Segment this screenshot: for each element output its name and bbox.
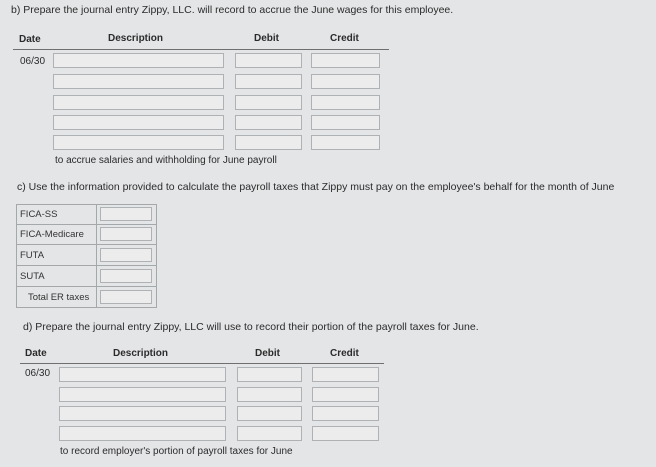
- header-divider: [13, 49, 389, 50]
- credit-input[interactable]: [312, 367, 379, 382]
- description-input[interactable]: [59, 387, 226, 402]
- description-input[interactable]: [53, 74, 224, 89]
- tax-label-futa: FUTA: [20, 250, 45, 261]
- debit-input[interactable]: [237, 367, 302, 382]
- fica-medicare-input[interactable]: [100, 227, 152, 241]
- description-input[interactable]: [59, 406, 226, 421]
- header-debit: Debit: [255, 348, 280, 359]
- debit-input[interactable]: [235, 53, 302, 68]
- description-input[interactable]: [53, 53, 224, 68]
- description-input[interactable]: [53, 115, 224, 130]
- memo-d: to record employer's portion of payroll taxes for June: [60, 446, 293, 457]
- credit-input[interactable]: [312, 387, 379, 402]
- header-description: Description: [113, 348, 169, 359]
- table-row-divider: [16, 224, 157, 225]
- table-row-divider: [16, 244, 157, 245]
- header-debit: Debit: [254, 33, 279, 44]
- total-er-taxes-input[interactable]: [100, 290, 152, 304]
- header-credit: Credit: [330, 33, 359, 44]
- header-divider: [20, 363, 384, 364]
- description-input[interactable]: [59, 367, 226, 382]
- debit-input[interactable]: [235, 135, 302, 150]
- table-column-divider: [96, 204, 97, 308]
- futa-input[interactable]: [100, 248, 152, 262]
- debit-input[interactable]: [235, 74, 302, 89]
- header-credit: Credit: [330, 348, 359, 359]
- tax-label-suta: SUTA: [20, 271, 45, 282]
- memo-b: to accrue salaries and withholding for June payroll: [55, 155, 277, 166]
- credit-input[interactable]: [312, 406, 379, 421]
- credit-input[interactable]: [311, 95, 380, 110]
- header-date: Date: [25, 348, 47, 359]
- description-input[interactable]: [59, 426, 226, 441]
- tax-label-total: Total ER taxes: [28, 292, 90, 303]
- date-value: 06/30: [20, 56, 46, 67]
- credit-input[interactable]: [311, 74, 380, 89]
- debit-input[interactable]: [237, 387, 302, 402]
- header-date: Date: [19, 34, 41, 45]
- question-d: d) Prepare the journal entry Zippy, LLC will use to record their portion of the payroll taxes for June.: [23, 321, 479, 333]
- date-value: 06/30: [25, 368, 51, 379]
- debit-input[interactable]: [235, 95, 302, 110]
- table-row-divider: [16, 286, 157, 287]
- fica-ss-input[interactable]: [100, 207, 152, 221]
- tax-label-fica-medicare: FICA-Medicare: [20, 229, 84, 240]
- table-row-divider: [16, 265, 157, 266]
- credit-input[interactable]: [312, 426, 379, 441]
- debit-input[interactable]: [237, 426, 302, 441]
- description-input[interactable]: [53, 135, 224, 150]
- header-description: Description: [108, 33, 164, 44]
- question-c: c) Use the information provided to calculate the payroll taxes that Zippy must pay on the employee's behalf for the month of June: [17, 181, 615, 193]
- debit-input[interactable]: [235, 115, 302, 130]
- description-input[interactable]: [53, 95, 224, 110]
- credit-input[interactable]: [311, 135, 380, 150]
- debit-input[interactable]: [237, 406, 302, 421]
- credit-input[interactable]: [311, 53, 380, 68]
- suta-input[interactable]: [100, 269, 152, 283]
- question-b: b) Prepare the journal entry Zippy, LLC. will record to accrue the June wages for this employee.: [11, 4, 454, 16]
- credit-input[interactable]: [311, 115, 380, 130]
- tax-label-fica-ss: FICA-SS: [20, 209, 58, 220]
